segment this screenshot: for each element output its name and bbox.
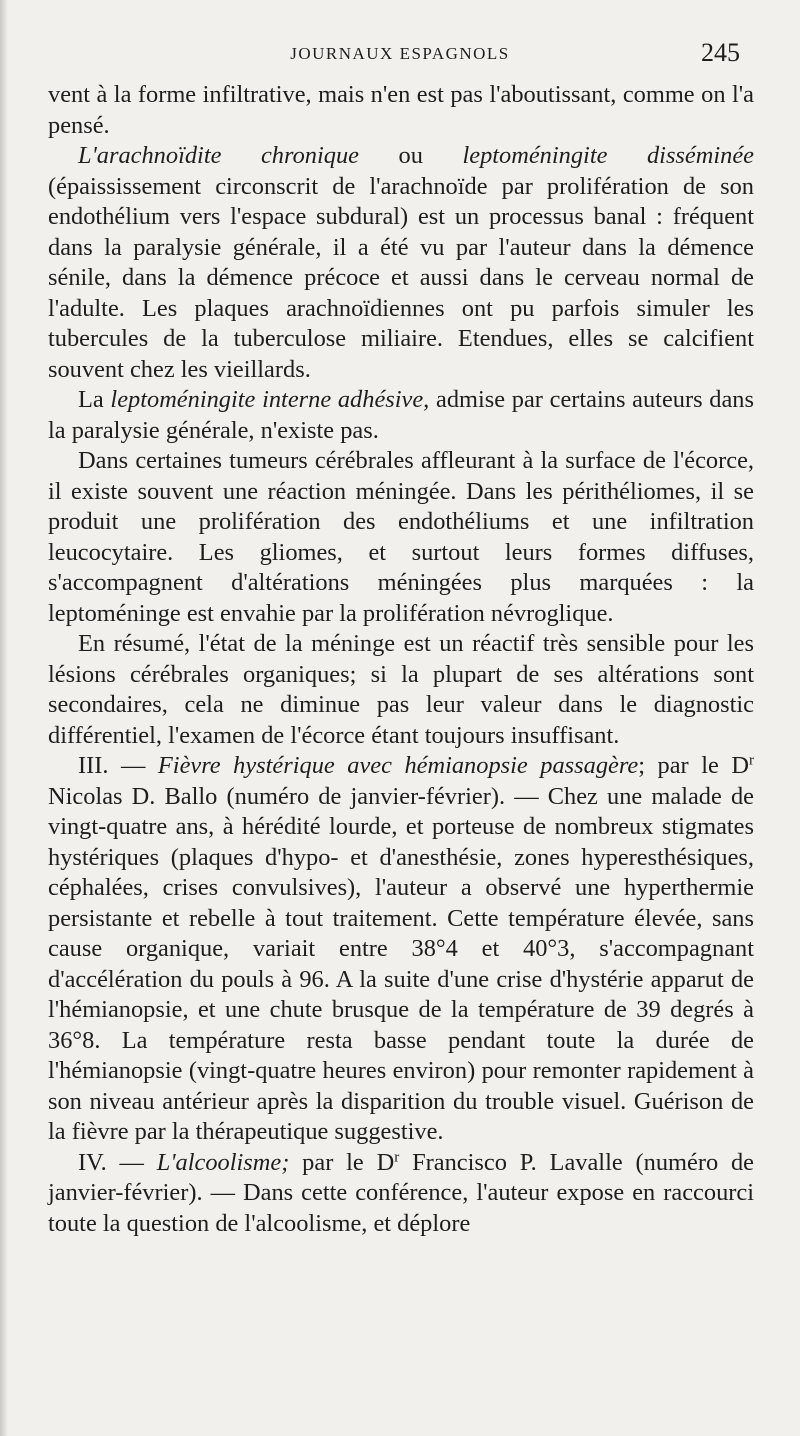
paragraph-continuation: vent à la forme infiltrative, mais n'en est pas l'aboutissant, comme on l'a pensé. [48,81,754,139]
running-head [0,38,800,72]
paragraph-text: admise par certains auteurs dans la paralysie générale, n'existe pas. [48,386,754,444]
paragraph-arachnoiditis [48,141,754,385]
paragraph-text: (épaississement circonscrit de l'arachnoïde par prolifération de son endothélium vers l'espace subdural) est un processus banal : fréquent dans la paralysie générale, il a été vu par l'auteur dans la démence sénile, dans la démence précoce et aussi dans le cerveau normal de l'adulte. Les plaques arachnoïdiennes ont pu parfois simuler les tubercules de la tuberculose miliaire. Etendues, elles se calcifient souvent chez les vieillards. [48,172,754,383]
dr-superscript: r [394,1149,400,1166]
article-title: Fièvre hystérique avec hémianopsie passagère [157,752,639,779]
paragraph-tumors: Dans certaines tumeurs cérébrales affleurant à la surface de l'écorce, il existe souvent une réaction méningée. Dans les périthéliomes, il se produit une prolifération des endothéliums et une infiltration leucocytaire. Les gliomes, et surtout leurs formes diffuses, s'accompagnent d'altérations méningées plus marquées : la leptoméninge est envahie par la prolifération névroglique. [48,447,754,627]
paragraph-lead: La [78,386,111,413]
article-number: III. — [78,752,158,779]
article-text: Nicolas D. Ballo (numéro de janvier-février). — Chez une malade de vingt-quatre ans, à hérédité lourde, et porteuse de nombreux stigmates hystériques (plaques d'hypo- et d'anesthésie, zones hyperesthésiques, céphalées, crises convulsives), l'auteur a observé une hyperthermie persistante et rebelle à tout traitement. Cette température élevée, sans cause organique, variait entre 38°4 et 40°3, s'accompagnant d'accélération du pouls à 96. A la suite d'une crise d'hystérie apparut de l'hémianopsie, et une chute brusque de la température de 39 degrés à 36°8. La température resta basse pendant toute la durée de l'hémianopsie (vingt-quatre heures environ) pour remonter rapidement à son niveau antérieur après la disparition du trouble visuel. Guérison de la fièvre par la thérapeutique suggestive. [48,782,754,1145]
term-arachnoiditis: L'arachnoïdite chronique [78,142,359,169]
paragraph-summary: En résumé, l'état de la méninge est un réactif très sensible pour les lésions cérébrales organiques; si la plupart de ses altérations sont secondaires, cela ne diminue pas leur valeur dans le diagnostic différentiel, l'examen de l'écorce étant toujours insuffisant. [48,630,754,749]
body-text [48,80,754,1239]
article-byline: ; par le D [638,752,749,779]
term-leptomeningitis: leptoméningite disséminée [462,142,754,169]
scan-edge-shadow [0,0,8,1436]
term-adhesive-leptomeningitis: leptoméningite interne adhésive, [110,386,430,413]
connector-text: ou [358,142,463,169]
dr-superscript: r [748,752,754,769]
paragraph-adhesive [48,385,754,446]
article-iv [48,1148,754,1240]
running-title: JOURNAUX ESPAGNOLS [290,44,510,63]
article-byline: par le D [289,1148,395,1176]
article-title: L'alcoolisme; [156,1148,290,1176]
page-number: 245 [701,38,740,67]
article-number: IV. — [78,1148,157,1176]
article-iii [48,751,754,1148]
article-text: Francisco P. Lavalle (numéro de janvier-février). — Dans cette conférence, l'auteur expose en raccourci toute la question de l'alcoolisme, et déplore [48,1148,755,1237]
